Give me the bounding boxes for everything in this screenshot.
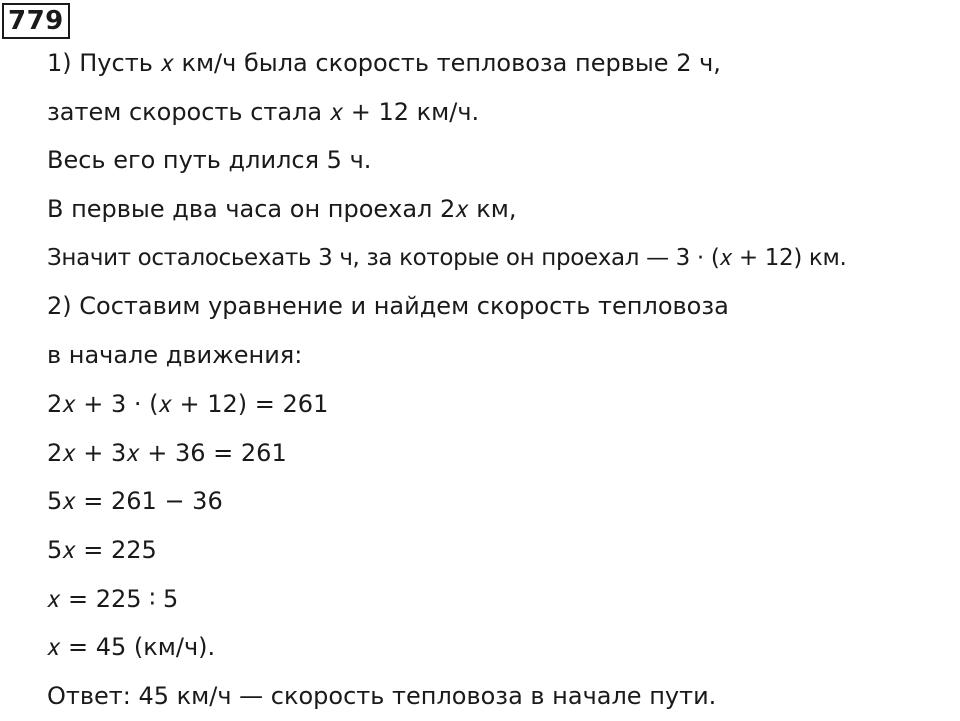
solution-line-5: Значит осталосьехать 3 ч, за которые он проехал — 3 ⋅ (𝑥 + 12) км. xyxy=(47,244,847,271)
solution-line-1: 1) Пусть 𝑥 км/ч была скорость тепловоза первые 2 ч, xyxy=(47,49,721,77)
solution-text xyxy=(47,39,952,721)
solution-line-6: 2) Составим уравнение и найдем скорость тепловоза xyxy=(47,292,729,321)
solution-line-4: В первые два часа он проехал 2𝑥 км, xyxy=(47,195,517,224)
solution-line-3: Весь его путь длился 5 ч. xyxy=(47,146,372,175)
equation-line-2: 2𝑥 + 3𝑥 + 36 = 261 xyxy=(47,438,287,467)
equation-line-1: 2𝑥 + 3 ⋅ (𝑥 + 12) = 261 xyxy=(47,389,329,418)
equation-line-5: 𝑥 = 225 ∶ 5 xyxy=(47,584,179,613)
equation-line-4: 5𝑥 = 225 xyxy=(47,535,157,564)
answer-line: Ответ: 45 км/ч — скорость тепловоза в начале пути. xyxy=(47,681,717,710)
solution-line-2: затем скорость стала 𝑥 + 12 км/ч. xyxy=(47,97,480,126)
equation-line-6: 𝑥 = 45 (км/ч). xyxy=(47,633,216,662)
equation-line-3: 5𝑥 = 261 − 36 xyxy=(47,487,223,516)
solution-line-7: в начале движения: xyxy=(47,341,303,370)
problem-number-badge: 779 xyxy=(2,3,70,39)
